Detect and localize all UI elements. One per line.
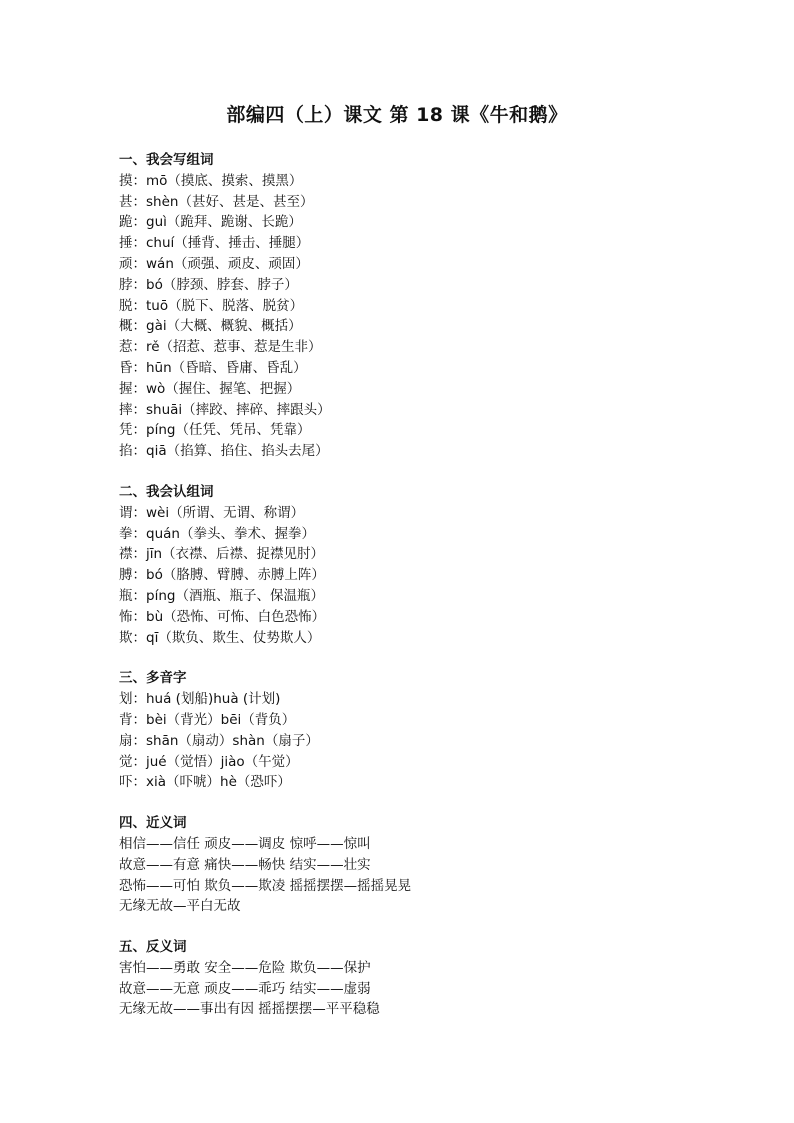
list-item: 吓：xià（吓唬）hè（恐吓） [119,774,291,791]
list-item: 故意——无意 顽皮——乖巧 结实——虚弱 [119,980,371,997]
list-item: 襟：jīn（衣襟、后襟、捉襟见肘） [119,546,325,563]
list-item: 怖：bù（恐怖、可怖、白色恐怖） [119,608,326,625]
list-item: 甚：shèn（甚好、甚是、甚至） [119,193,314,210]
list-item: 相信——信任 顽皮——调皮 惊呼——惊叫 [119,835,371,852]
list-item: 掐：qiā（掐算、掐住、掐头去尾） [119,443,329,460]
section-heading: 一、我会写组词 [119,152,214,168]
list-item: 瓶：píng（酒瓶、瓶子、保温瓶） [119,587,324,604]
list-item: 握：wò（握住、握笔、把握） [119,380,301,397]
list-item: 昏：hūn（昏暗、昏庸、昏乱） [119,359,307,376]
document-title: 部编四（上）课文 第 18 课《牛和鹅》 [226,104,568,126]
list-item: 膊：bó（胳膊、臂膊、赤膊上阵） [119,567,325,584]
list-item: 惹：rě（招惹、惹事、惹是生非） [119,339,322,356]
list-item: 背：bèi（背光）bēi（背负） [119,711,296,728]
list-item: 凭：píng（任凭、凭吊、凭靠） [119,422,311,439]
section-heading: 二、我会认组词 [119,483,214,500]
list-item: 捶：chuí（捶背、捶击、捶腿） [119,235,310,252]
list-item: 脖：bó（脖颈、脖套、脖子） [119,276,298,293]
section-heading: 五、反义词 [119,939,187,956]
section-polyphones [119,668,759,793]
section-antonyms [119,937,759,1020]
list-item: 拳：quán（拳头、拳术、握拳） [119,525,315,542]
list-item: 脱：tuō（脱下、脱落、脱贫） [119,297,304,314]
list-item: 概：gài（大概、概貌、概括） [119,318,302,335]
list-item: 无缘无故——事出有因 摇摇摆摆—平平稳稳 [119,1001,380,1018]
list-item: 摔：shuāi（摔跤、摔碎、摔跟头） [119,401,331,418]
list-item: 欺：qī（欺负、欺生、仗势欺人） [119,629,321,646]
section-heading: 四、近义词 [119,815,187,832]
list-item: 恐怖——可怕 欺负——欺凌 摇摇摆摆—摇摇晃晃 [119,877,412,894]
list-item: 跪：guì（跪拜、跪谢、长跪） [119,214,302,231]
section-write-words [119,150,759,462]
list-item: 顽：wán（顽强、顽皮、顽固） [119,255,309,272]
section-synonyms [119,813,759,917]
document-body [119,150,759,1040]
section-heading: 三、多音字 [119,670,187,687]
section-recognize-words [119,482,759,648]
list-item: 觉：jué（觉悟）jiào（午觉） [119,753,299,770]
list-item: 无缘无故—平白无故 [119,898,241,915]
list-item: 害怕——勇敢 安全——危险 欺负——保护 [119,959,371,976]
list-item: 故意——有意 痛快——畅快 结实——壮实 [119,856,371,873]
list-item: 扇：shān（扇动）shàn（扇子） [119,732,319,749]
list-item: 划：huá (划船)huà (计划) [119,691,281,708]
list-item: 谓：wèi（所谓、无谓、称谓） [119,504,305,521]
list-item: 摸：mō（摸底、摸索、摸黑） [119,172,303,189]
